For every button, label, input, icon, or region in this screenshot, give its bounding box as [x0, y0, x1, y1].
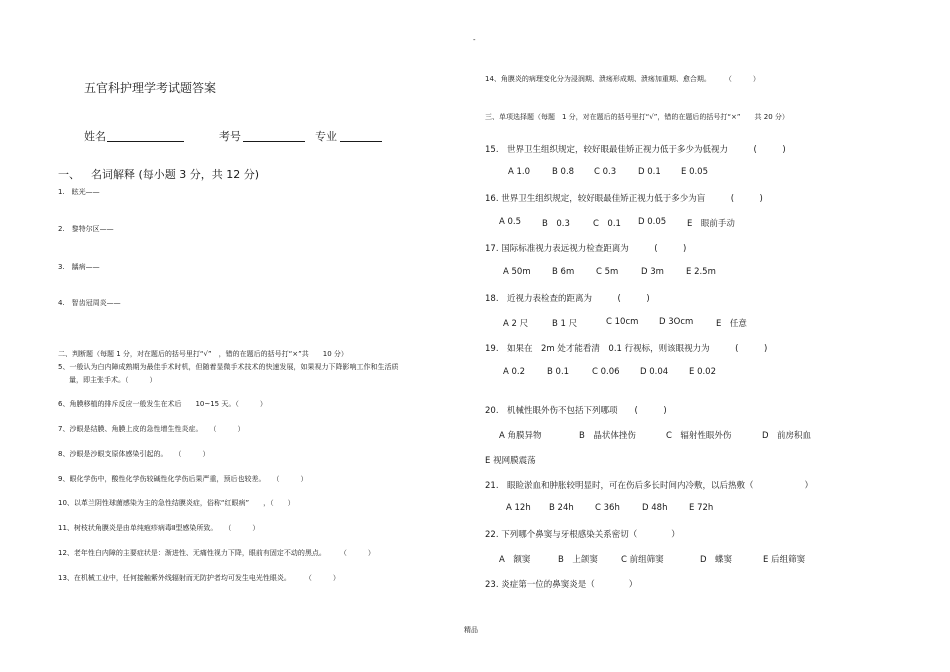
footer-mark: 精品	[464, 626, 478, 634]
judge-item: 11、树枝状角膜炎是由单纯疱疹病毒Ⅱ型感染所致。 （ ）	[58, 524, 260, 532]
mc-question: 21. 眼睑淤血和肿胀较明显时，可在伤后多长时间内冷敷，以后热敷（ ）	[485, 481, 814, 491]
mc-question: 23. 炎症第一位的鼻窦炎是（ ）	[485, 580, 638, 590]
mc-option: D 3m	[641, 267, 664, 277]
mc-option: C 5m	[596, 267, 619, 277]
mc-option: C 0.1	[593, 219, 621, 229]
judge-item: 14、角膜炎的病理变化分为浸润期、溃疡形成期、溃疡加重期、愈合期。 （ ）	[485, 75, 760, 83]
term-item: 2. 黎特尔区——	[58, 225, 114, 233]
mc-option: D 蝶窦	[700, 555, 733, 565]
mc-option: E 0.05	[681, 167, 708, 177]
mc-question: 20. 机械性眼外伤不包括下列哪项 ( )	[485, 406, 667, 416]
mc-question: 16. 世界卫生组织规定，较好眼最佳矫正视力低于多少为盲 ( )	[485, 194, 763, 204]
mc-option: A 1.0	[508, 167, 531, 177]
term-item: 3. 龋病——	[58, 263, 100, 271]
mc-option: C 10cm	[606, 317, 639, 327]
mc-option: E 任意	[716, 319, 747, 329]
mc-option: D 3Ocm	[659, 317, 694, 327]
page-title: 五官科护理学考试题答案	[84, 81, 217, 95]
mc-option: B 1 尺	[552, 319, 578, 329]
mc-option: D 0.05	[638, 217, 667, 227]
judge-item: 12、老年性白内障的主要症状是：渐进性、无痛性视力下降，眼前有固定不动的黑点。 （ ）	[58, 549, 375, 557]
top-mark: -	[473, 36, 476, 44]
mc-option: A 角膜异物	[499, 431, 542, 441]
mc-question: 19. 如果在 2m 处才能看清 0.1 行视标，则该眼视力为 ( )	[485, 344, 768, 354]
id-blank[interactable]	[243, 141, 305, 142]
mc-question: 22. 下列哪个鼻窦与牙根感染关系密切（ ）	[485, 530, 680, 540]
mc-option: E 视网膜震荡	[485, 456, 536, 466]
mc-option: A 12h	[506, 503, 531, 513]
major-label: 专业	[315, 130, 337, 143]
mc-option: C 36h	[595, 503, 620, 513]
judge-item-cont: 量，即主张手术。（ ）	[69, 376, 157, 384]
mc-option: D 0.1	[638, 167, 661, 177]
mc-option: C 0.06	[592, 367, 620, 377]
judge-item: 13、在机械工业中，任何接触紫外线辐射而无防护者均可发生电光性眼炎。 （ ）	[58, 574, 340, 582]
section1-number: 一、	[58, 168, 80, 181]
mc-question: 18. 近视力表检查的距离为 ( )	[485, 294, 650, 304]
name-blank[interactable]	[107, 141, 184, 142]
mc-option: E 2.5m	[686, 267, 716, 277]
mc-option: B 上颌窦	[558, 555, 598, 565]
judge-item: 7、沙眼是结膜、角膜上皮的急性增生性炎症。 （ ）	[58, 425, 245, 433]
mc-option: B 0.3	[542, 219, 570, 229]
mc-option: A 2 尺	[503, 319, 529, 329]
mc-option: B 0.1	[547, 367, 570, 377]
mc-option: E 后组筛窦	[763, 555, 806, 565]
judge-item: 10、以革兰阴性球菌感染为主的急性结膜炎症，俗称“红眼病” ，（ ）	[58, 499, 295, 507]
mc-option: C 前组筛窦	[621, 555, 664, 565]
major-blank[interactable]	[340, 141, 382, 142]
term-item: 4. 智齿冠周炎——	[58, 299, 121, 307]
mc-option: D 48h	[642, 503, 668, 513]
mc-option: A 0.2	[503, 367, 526, 377]
mc-option: A 50m	[503, 267, 531, 277]
judge-item: 6、角膜移植的排斥反应一般发生在术后 10~15 天。（ ）	[58, 400, 267, 408]
mc-option: D 0.04	[640, 367, 669, 377]
mc-option: E 72h	[689, 503, 714, 513]
mc-option: B 24h	[549, 503, 574, 513]
mc-option: B 晶状体挫伤	[579, 431, 636, 441]
section2-header: 二、判断题（每题 1 分，对在题后的括号里打“√” ，错的在题后的括号打“×”共 10 分）	[58, 350, 348, 358]
id-label: 考号	[219, 130, 241, 143]
mc-option: D 前房积血	[762, 431, 812, 441]
judge-item: 9、眼化学伤中，酸性化学伤较碱性化学伤后果严重，预后也较差。 （ ）	[58, 475, 308, 483]
term-item: 1. 眩光——	[58, 188, 100, 196]
section3-header: 三、单项选择题（每题 1 分，对在题后的括号里打“√”，错的在题后的括号打“×” 共 20 分）	[485, 113, 789, 121]
mc-option: C 0.3	[594, 167, 617, 177]
section1-title: 名词解释 (每小题 3 分，共 12 分)	[91, 168, 260, 181]
mc-option: A 0.5	[499, 217, 522, 227]
mc-option: B 0.8	[552, 167, 575, 177]
judge-item: 8、沙眼是沙眼支原体感染引起的。 （ ）	[58, 450, 210, 458]
mc-option: C 辐射性眼外伤	[666, 431, 732, 441]
mc-option: E 0.02	[689, 367, 716, 377]
judge-item: 5、一般认为白内障成熟期为最佳手术时机，但随着显微手术技术的快速发展，如果视力下降影响工作和生活质	[58, 363, 399, 371]
mc-option: A 额窦	[499, 555, 531, 565]
mc-option: B 6m	[552, 267, 575, 277]
mc-option: E 眼前手动	[687, 219, 735, 229]
mc-question: 17. 国际标准视力表远视力检查距离为 ( )	[485, 244, 687, 254]
name-label: 姓名	[84, 130, 106, 143]
mc-question: 15. 世界卫生组织规定，较好眼最佳矫正视力低于多少为低视力 ( )	[485, 145, 786, 155]
